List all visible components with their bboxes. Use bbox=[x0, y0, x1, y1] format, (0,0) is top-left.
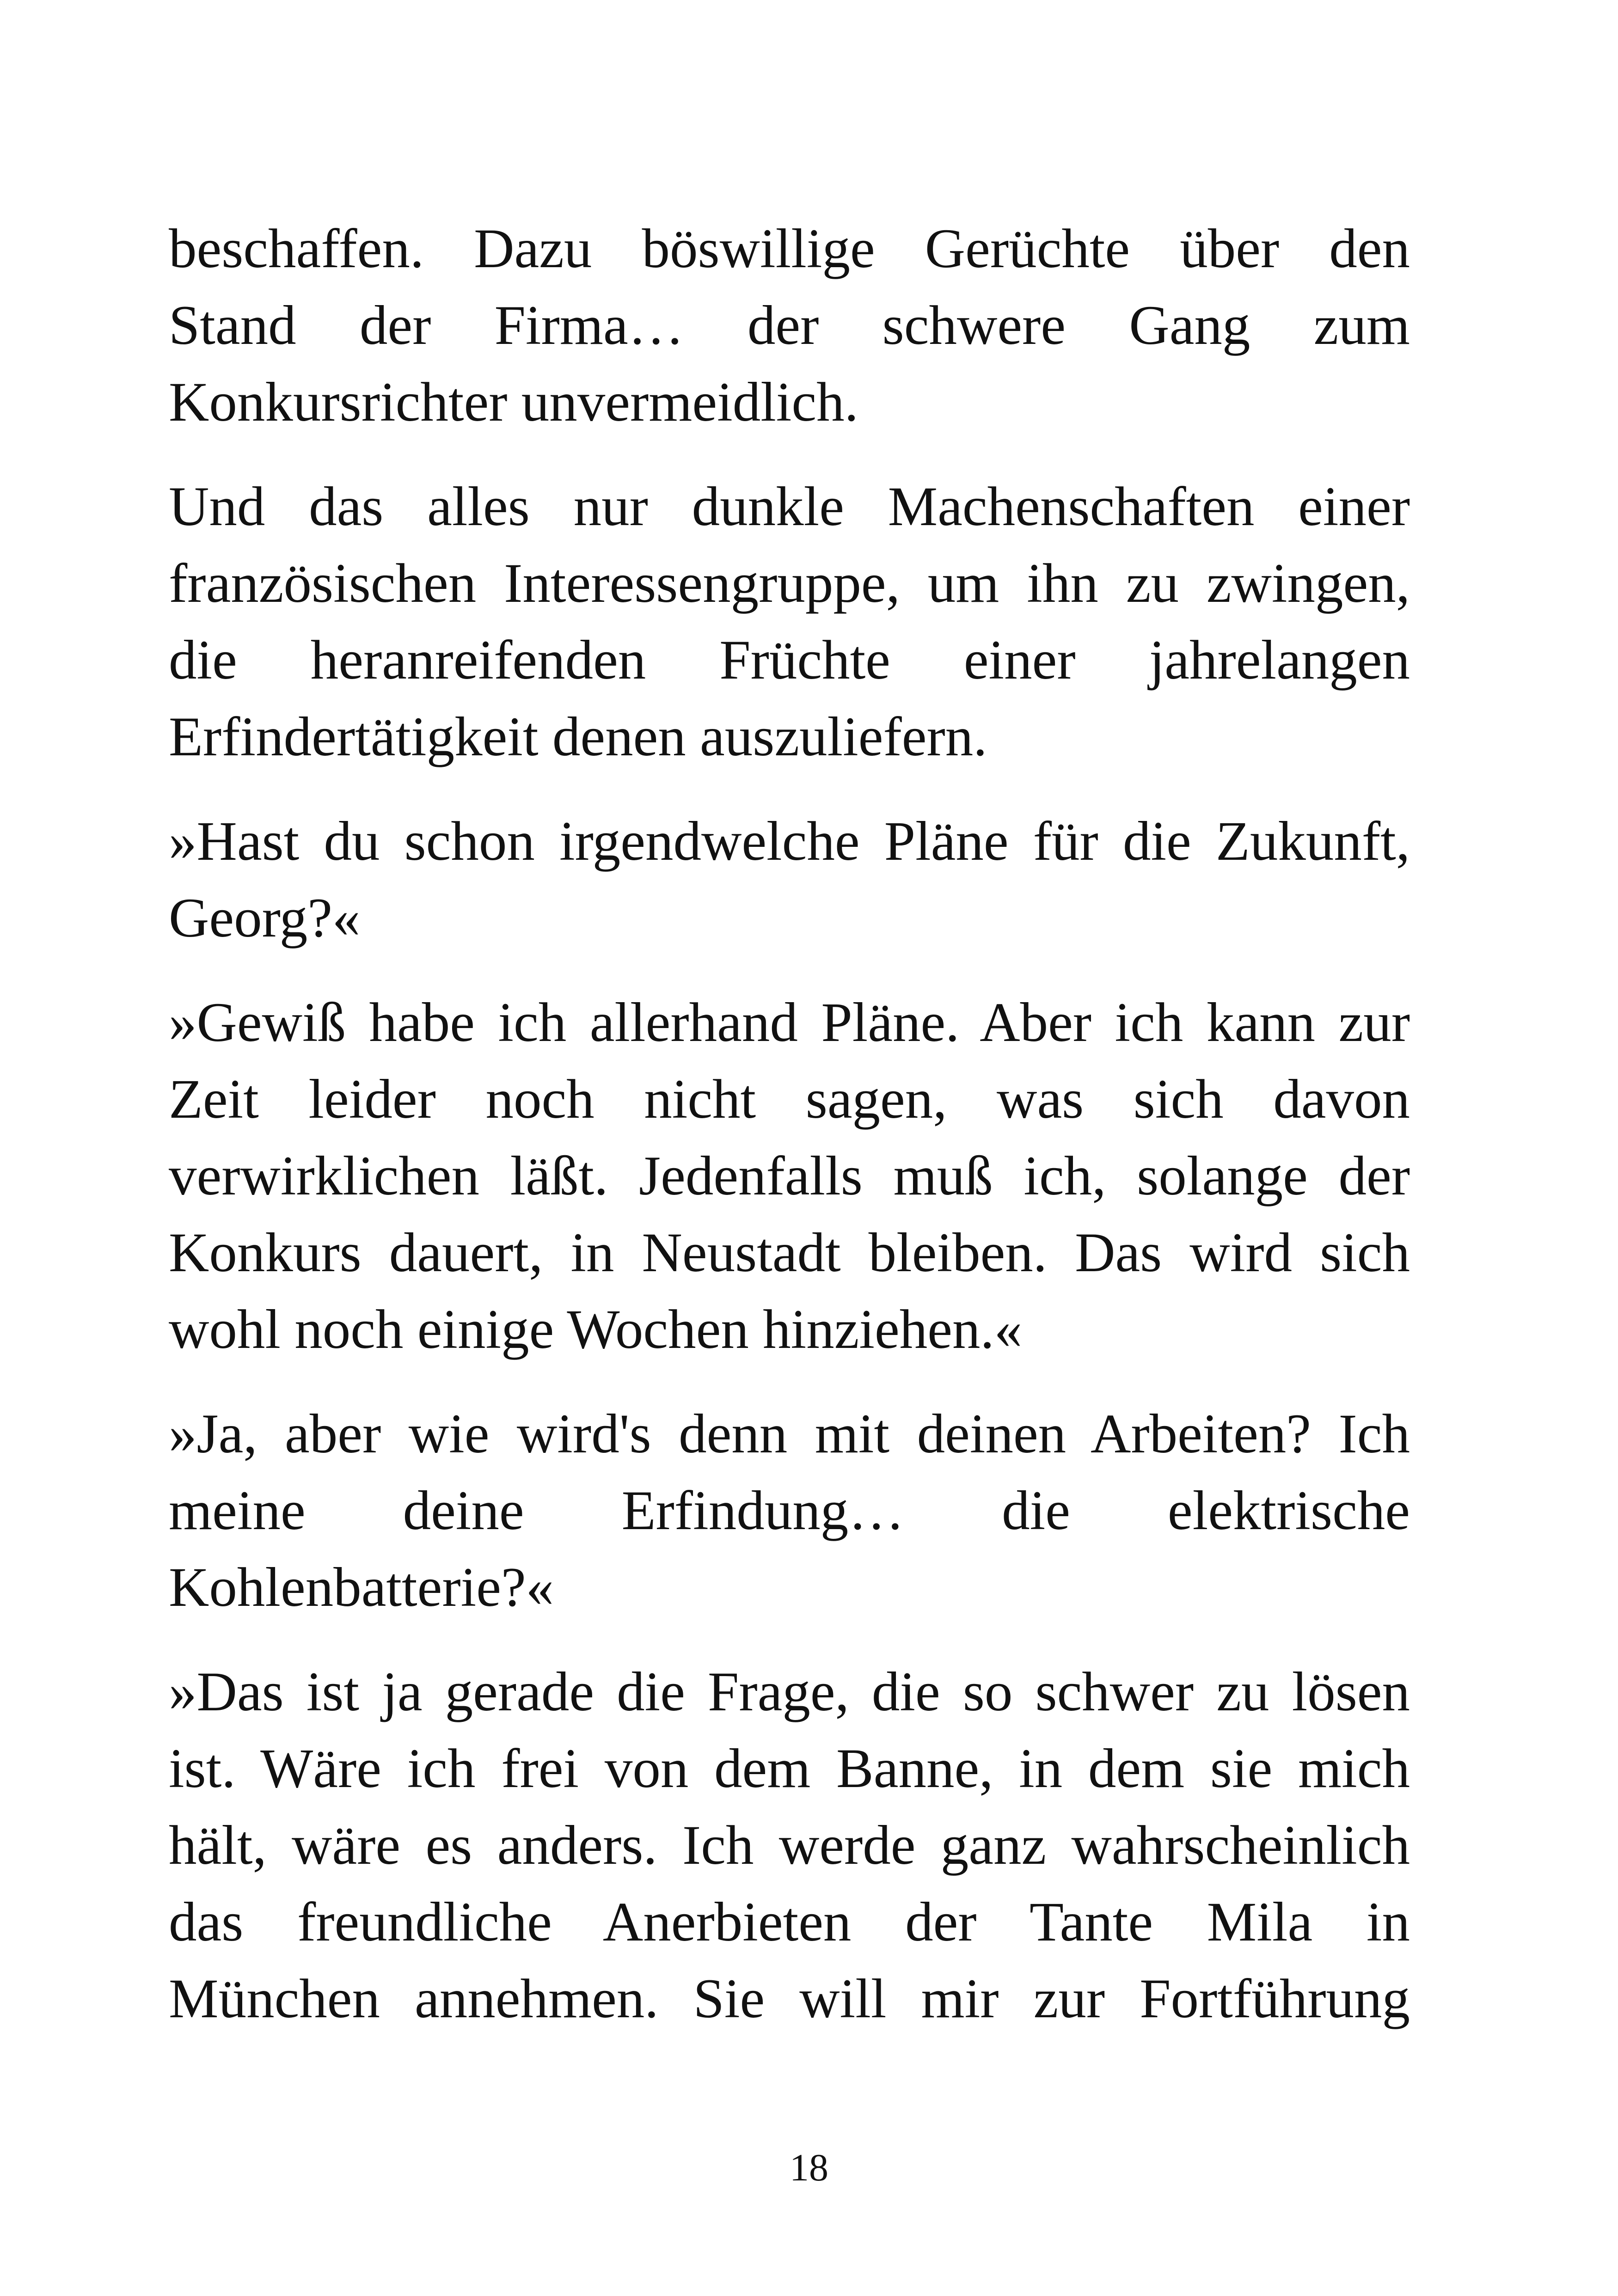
paragraph-5 bbox=[169, 1396, 1410, 1626]
paragraph-6 bbox=[169, 1653, 1410, 2037]
text-line: Stand der Firma… der schwere Gang zum bbox=[169, 294, 1410, 356]
paragraph-4 bbox=[169, 984, 1410, 1368]
paragraph-2 bbox=[169, 468, 1410, 775]
text-line: ist. Wäre ich frei von dem Banne, in dem sie mich bbox=[169, 1738, 1410, 1800]
text-line: Zeit leider noch nicht sagen, was sich davon bbox=[169, 1068, 1410, 1130]
text-line: das freundliche Anerbieten der Tante Mila in bbox=[169, 1891, 1410, 1953]
text-line: Konkurs dauert, in Neustadt bleiben. Das wird sich bbox=[169, 1222, 1410, 1284]
text-line: hält, wäre es anders. Ich werde ganz wahrscheinlich bbox=[169, 1814, 1410, 1876]
text-line: die heranreifenden Früchte einer jahrelangen bbox=[169, 629, 1410, 691]
text-line: »Ja, aber wie wird's denn mit deinen Arbeiten? Ich bbox=[169, 1403, 1410, 1465]
paragraph-3 bbox=[169, 803, 1410, 956]
text-line: »Das ist ja gerade die Frage, die so schwer zu lösen bbox=[169, 1661, 1410, 1723]
text-line: Erfindertätigkeit denen auszuliefern. bbox=[169, 706, 987, 768]
text-line: französischen Interessengruppe, um ihn zu zwingen, bbox=[169, 552, 1410, 614]
paragraph-1 bbox=[169, 210, 1410, 441]
text-line: Und das alles nur dunkle Machenschaften einer bbox=[169, 476, 1410, 538]
body-text bbox=[169, 210, 1410, 2065]
text-line: wohl noch einige Wochen hinziehen.« bbox=[169, 1298, 1023, 1360]
text-line: Georg?« bbox=[169, 887, 361, 949]
text-line: meine deine Erfindung… die elektrische bbox=[169, 1480, 1410, 1542]
page-number: 18 bbox=[790, 2146, 828, 2189]
text-line: München annehmen. Sie will mir zur Fortführung bbox=[169, 1968, 1410, 2030]
text-line: beschaffen. Dazu böswillige Gerüchte über den bbox=[169, 218, 1410, 280]
text-line: »Gewiß habe ich allerhand Pläne. Aber ich kann zur bbox=[169, 992, 1410, 1053]
text-line: »Hast du schon irgendwelche Pläne für die Zukunft, bbox=[169, 810, 1410, 872]
text-line: verwirklichen läßt. Jedenfalls muß ich, solange der bbox=[169, 1145, 1410, 1207]
text-line: Konkursrichter unvermeidlich. bbox=[169, 371, 858, 433]
text-line: Kohlenbatterie?« bbox=[169, 1556, 554, 1618]
